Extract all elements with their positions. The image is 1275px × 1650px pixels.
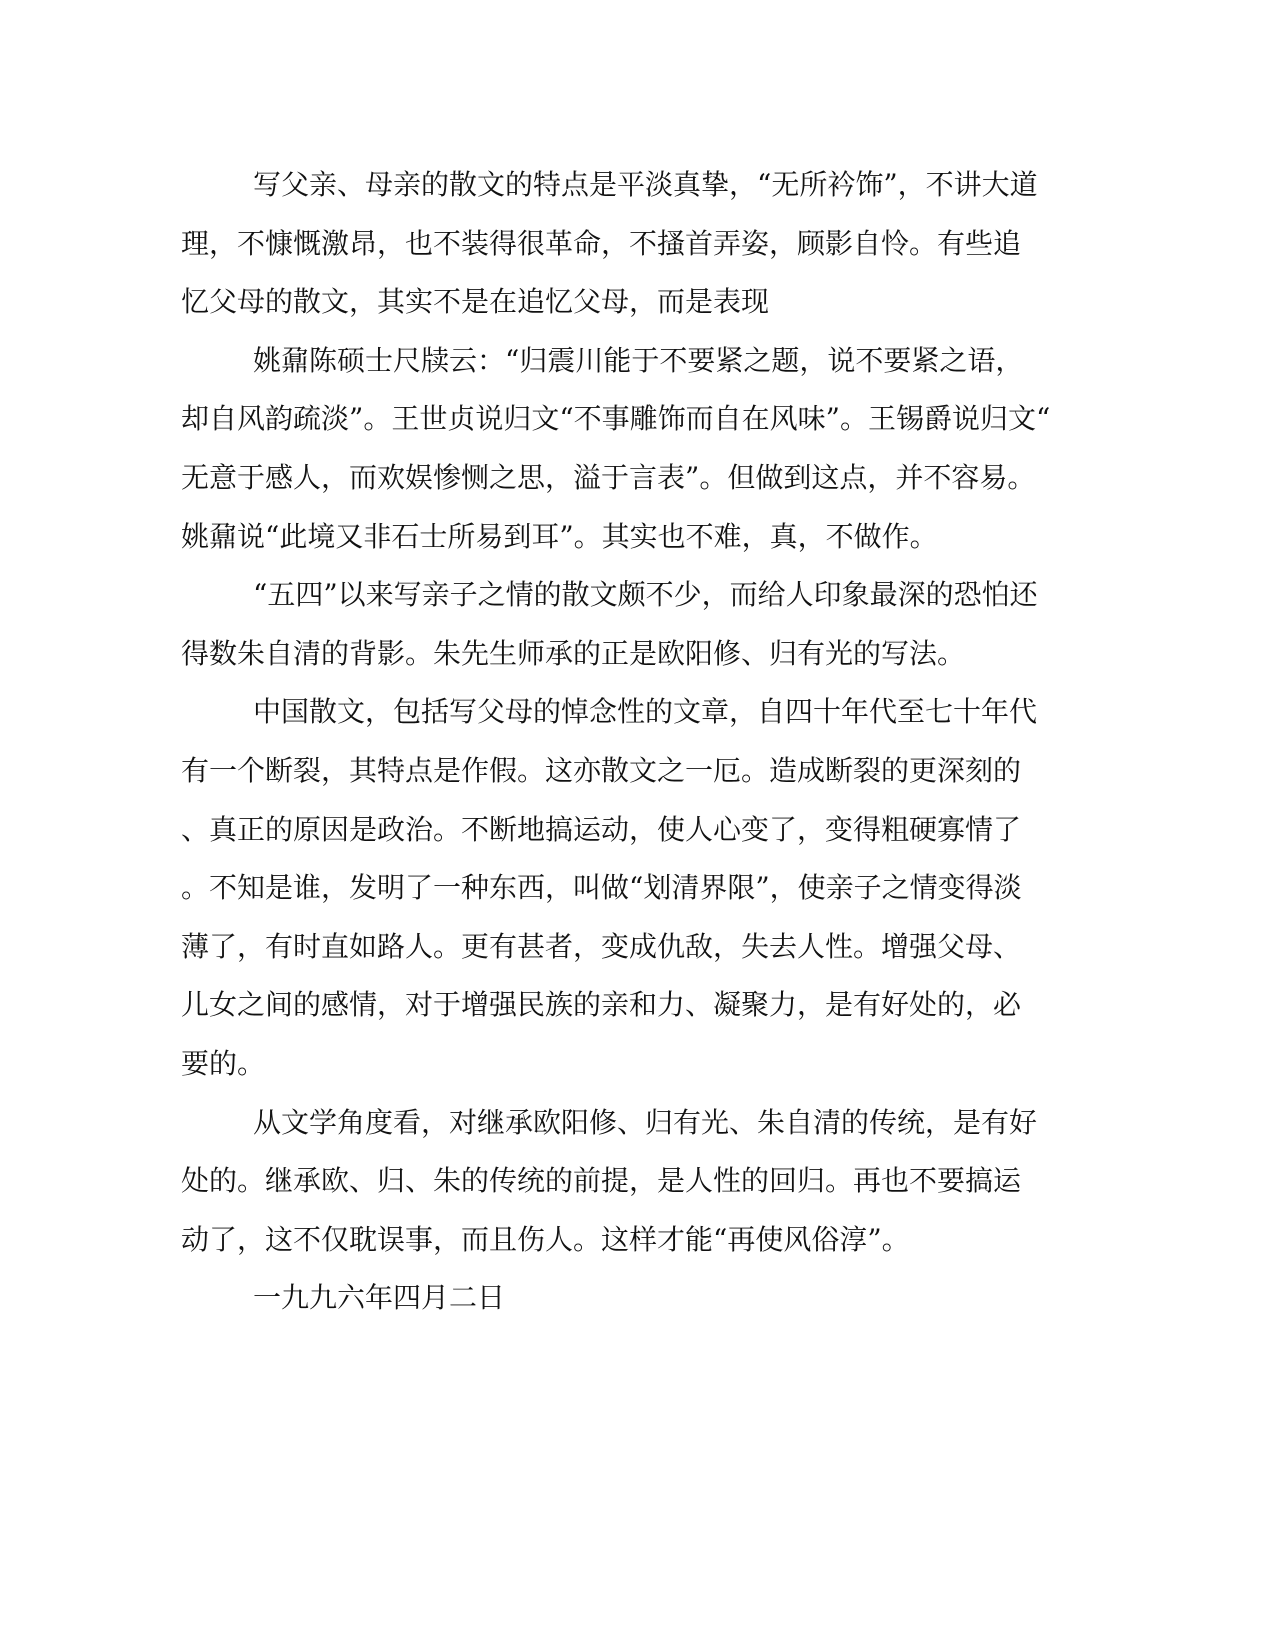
paragraph-4 — [181, 683, 1038, 1093]
text-line: 从文学角度看，对继承欧阳修、归有光、朱自清的传统，是有好 — [253, 1105, 1038, 1139]
text-line: 忆父母的散文，其实不是在追忆父母，而是表现 — [181, 285, 770, 319]
paragraph-1 — [181, 156, 1038, 332]
article-body — [181, 156, 1051, 1328]
text-line: 中国散文，包括写父母的悼念性的文章，自四十年代至七十年代 — [253, 695, 1038, 729]
date-text: 一九九六年四月二日 — [253, 1281, 506, 1315]
text-line: 理，不慷慨激昂，也不装得很革命，不搔首弄姿，顾影自怜。有些追 — [181, 226, 1022, 260]
text-line: 处的。继承欧、归、朱的传统的前提，是人性的回归。再也不要搞运 — [181, 1164, 1022, 1198]
text-line: “五四”以来写亲子之情的散文颇不少，而给人印象最深的恐怕还 — [253, 578, 1038, 612]
date-line — [181, 1269, 1031, 1328]
text-line: 要的。 — [181, 1046, 266, 1080]
text-line: 写父亲、母亲的散文的特点是平淡真挚，“无所衿饰”，不讲大道 — [253, 168, 1038, 201]
text-line: 却自风韵疏淡”。王世贞说归文“不事雕饰而自在风味”。王锡爵说归文“ — [181, 402, 1051, 436]
text-line: 无意于感人，而欢娱惨恻之思，溢于言表”。但做到这点，并不容易。 — [181, 460, 1036, 494]
text-line: 姚鼐说“此境又非石士所易到耳”。其实也不难，真，不做作。 — [181, 519, 938, 553]
paragraph-5 — [181, 1094, 1038, 1270]
paragraph-3 — [181, 566, 1038, 683]
text-line: 儿女之间的感情，对于增强民族的亲和力、凝聚力，是有好处的，必 — [181, 988, 1022, 1022]
text-line: 、真正的原因是政治。不断地搞运动，使人心变了，变得粗硬寡情了 — [181, 812, 1022, 846]
text-line: 薄了，有时直如路人。更有甚者，变成仇敌，失去人性。增强父母、 — [181, 929, 1022, 963]
text-line: 动了，这不仅耽误事，而且伤人。这样才能“再使风俗淳”。 — [181, 1222, 910, 1256]
text-line: 姚鼐陈硕士尺牍云：“归震川能于不要紧之题，说不要紧之语， — [253, 343, 1024, 377]
text-line: 得数朱自清的背影。朱先生师承的正是欧阳修、归有光的写法。 — [181, 636, 966, 670]
paragraph-2 — [181, 332, 1051, 566]
text-line: 。不知是谁，发明了一种东西，叫做“划清界限”，使亲子之情变得淡 — [181, 871, 1022, 905]
text-line: 有一个断裂，其特点是作假。这亦散文之一厄。造成断裂的更深刻的 — [181, 753, 1022, 787]
